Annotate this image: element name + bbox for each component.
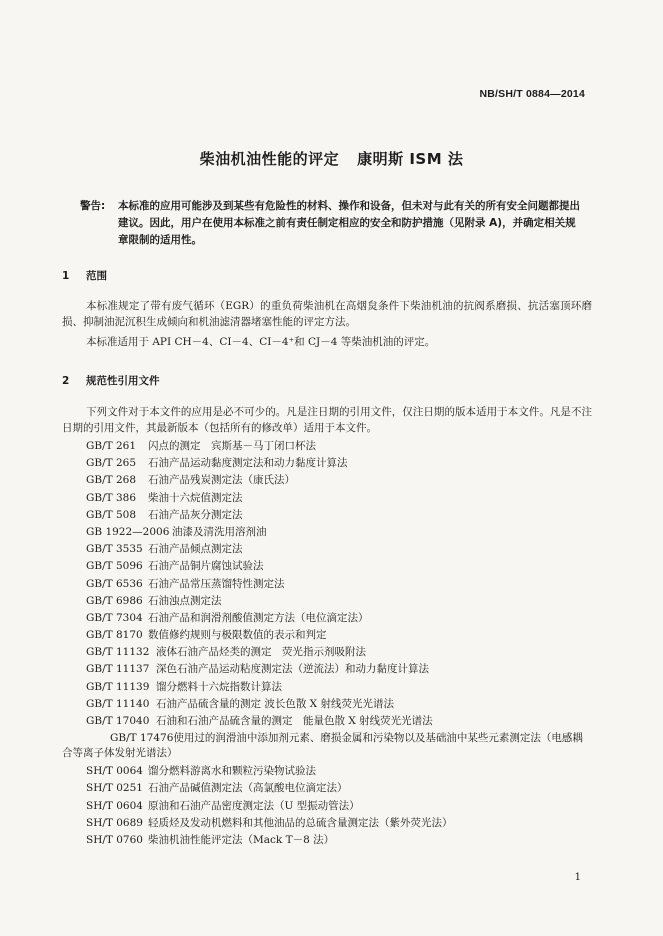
reference-code: GB/T 6986 [86, 594, 143, 607]
reference-item [62, 731, 592, 761]
reference-title: 石油产品硫含量的测定 波长色散 X 射线荧光光谱法 [156, 697, 394, 710]
reference-code: GB/T 3535 [86, 543, 143, 556]
reference-item [62, 798, 592, 815]
reference-item [62, 558, 592, 575]
reference-item [62, 644, 592, 661]
reference-item [62, 524, 592, 541]
reference-code: GB/T 508 [86, 508, 137, 521]
standard-number: NB/SH/T 0884—2014 [479, 88, 585, 100]
reference-item [62, 661, 592, 678]
reference-item [62, 763, 592, 780]
title-main: 柴油机油性能的评定 [199, 150, 340, 168]
reference-code: GB/T 11137 [86, 663, 150, 676]
section-2-title: 规范性引用文件 [86, 375, 160, 387]
warning-block [80, 198, 585, 249]
reference-code: GB/T 8170 [86, 629, 143, 642]
reference-list [62, 438, 592, 849]
reference-title: 柴油十六烷值测定法 [148, 491, 243, 504]
reference-title: 石油产品铜片腐蚀试验法 [148, 560, 264, 573]
reference-code: GB 1922—2006 [86, 525, 170, 538]
references-intro: 下列文件对于本文件的应用是必不可少的。凡是注日期的引用文件，仅注日期的版本适用于本文件。凡是不注日期的引用文件，其最新版本（包括所有的修改单）适用于本文件。 [62, 406, 592, 434]
reference-item [62, 438, 592, 455]
scope-paragraph-2: 本标准适用于 API CH－4、CI－4、CI－4⁺和 CJ－4 等柴油机油的评定。 [86, 336, 436, 348]
reference-code: GB/T 11132 [86, 646, 150, 659]
section-2-heading [62, 373, 160, 388]
reference-title: 石油产品和润滑剂酸值测定方法（电位滴定法） [148, 611, 369, 624]
reference-title: 柴油机油性能评定法（Mack T－8 法） [148, 833, 335, 846]
reference-title: 石油产品倾点测定法 [148, 543, 243, 556]
reference-title: 石油产品灰分测定法 [148, 508, 243, 521]
section-1-heading [62, 268, 107, 283]
reference-title: 石油产品运动黏度测定法和动力黏度计算法 [148, 457, 348, 470]
reference-title: 使用过的润滑油中添加剂元素、磨损金属和污染物以及基础油中某些元素测定法（电感耦合等离子体发射光谱法） [62, 732, 583, 760]
reference-code: GB/T 265 [86, 457, 137, 470]
reference-code: GB/T 6536 [86, 577, 143, 590]
reference-title: 石油和石油产品硫含量的测定 能量色散 X 射线荧光光谱法 [156, 715, 433, 727]
reference-title: 石油产品常压蒸馏特性测定法 [148, 577, 285, 590]
reference-item [62, 696, 592, 713]
reference-title: 馏分燃料游离水和颗粒污染物试验法 [148, 765, 316, 778]
page-title [0, 148, 663, 169]
section-1-number: 1 [62, 270, 70, 282]
reference-code: GB/T 268 [86, 474, 137, 487]
reference-code: GB/T 5096 [86, 560, 143, 573]
reference-code: SH/T 0251 [86, 782, 143, 795]
reference-code: SH/T 0689 [86, 816, 143, 829]
reference-item [62, 610, 592, 627]
reference-title: 深色石油产品运动粘度测定法（逆流法）和动力黏度计算法 [156, 663, 429, 676]
section-1-title: 范围 [86, 270, 107, 282]
reference-title: 数值修约规则与极限数值的表示和判定 [148, 629, 327, 642]
reference-code: GB/T 7304 [86, 611, 143, 624]
reference-title: 石油浊点测定法 [148, 594, 222, 607]
reference-item [62, 679, 592, 696]
reference-title: 液体石油产品烃类的测定 荧光指示剂吸附法 [156, 646, 366, 659]
reference-code: SH/T 0604 [86, 799, 143, 812]
reference-code: GB/T 11140 [86, 697, 150, 710]
reference-title: 石油产品残炭测定法（康氏法） [148, 474, 295, 487]
reference-item [62, 576, 592, 593]
reference-item [62, 627, 592, 644]
reference-code: GB/T 261 [86, 440, 137, 452]
page-number: 1 [574, 872, 581, 883]
reference-title: 原油和石油产品密度测定法（U 型振动管法） [148, 799, 360, 812]
reference-code: SH/T 0064 [86, 765, 143, 778]
reference-item [62, 472, 592, 489]
reference-item [62, 713, 592, 730]
reference-code: GB/T 386 [86, 491, 137, 504]
reference-item [62, 780, 592, 797]
reference-title: 闪点的测定 宾斯基－马丁闭口杯法 [148, 440, 316, 452]
reference-title: 石油产品碱值测定法（高氯酸电位滴定法） [148, 782, 348, 795]
reference-item [62, 832, 592, 849]
reference-title: 轻质烃及发动机燃料和其他油品的总硫含量测定法（紫外荧光法） [148, 816, 453, 829]
warning-text: 本标准的应用可能涉及到某些有危险性的材料、操作和设备，但未对与此有关的所有安全问题都提出建议。因此，用户在使用本标准之前有责任制定相应的安全和防护措施（见附录 A)，并确定相关规章限制的适用性。 [118, 200, 580, 246]
reference-code: SH/T 0760 [86, 833, 143, 846]
reference-item [62, 815, 592, 832]
reference-title: 馏分燃料十六烷指数计算法 [156, 680, 282, 693]
section-2-number: 2 [62, 375, 70, 387]
scope-paragraph-1: 本标准规定了带有废气循环（EGR）的重负荷柴油机在高烟炱条件下柴油机油的抗阀系磨损、抗活塞顶环磨损、抑制油泥沉积生成倾向和机油滤清器堵塞性能的评定方法。 [62, 300, 592, 328]
reference-item [62, 490, 592, 507]
title-sub: 康明斯 ISM 法 [357, 150, 464, 168]
warning-label: 警告: [80, 200, 106, 212]
reference-item [62, 593, 592, 610]
reference-code: GB/T 17476 [110, 732, 174, 745]
reference-code: GB/T 11139 [86, 680, 150, 693]
reference-item [62, 541, 592, 558]
reference-code: GB/T 17040 [86, 715, 150, 727]
reference-item [62, 507, 592, 524]
reference-title: 油漆及清洗用溶剂油 [172, 525, 267, 538]
reference-item [62, 455, 592, 472]
